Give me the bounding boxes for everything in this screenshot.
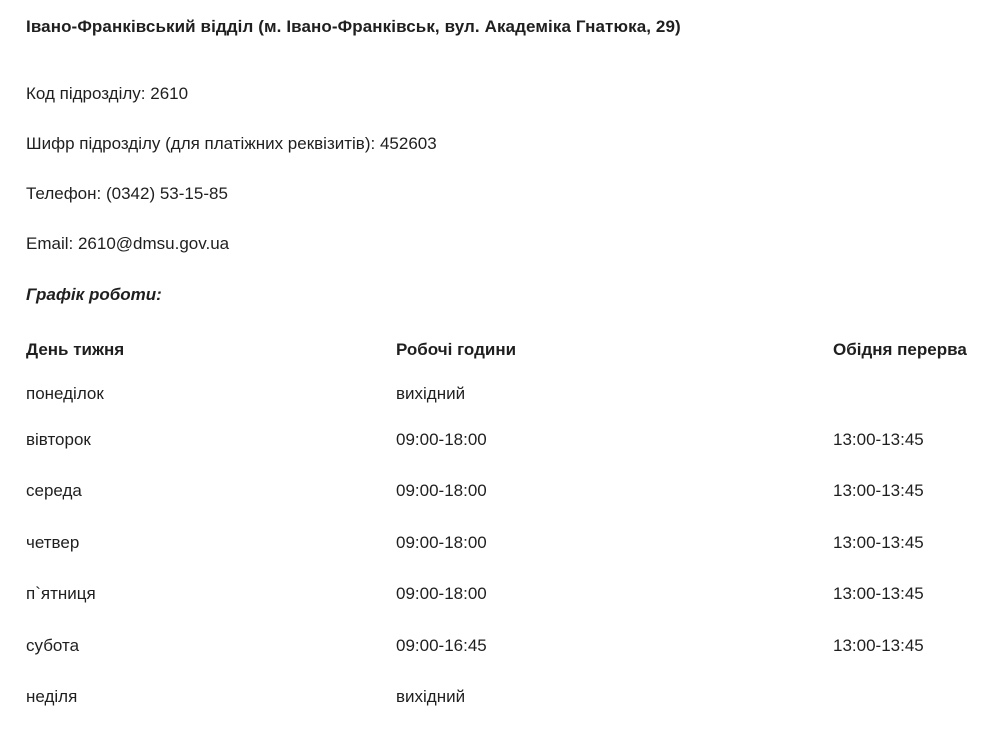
table-row	[26, 466, 986, 518]
table-row	[26, 672, 986, 724]
table-row	[26, 414, 986, 466]
schedule-table	[26, 326, 986, 723]
email-label: Email:	[26, 234, 74, 253]
lunch-cell: 13:00-13:45	[833, 584, 924, 604]
unit-code-line	[26, 84, 188, 104]
lunch-cell	[833, 374, 986, 414]
day-cell: субота	[26, 635, 80, 655]
lunch-cell: 13:00-13:45	[833, 481, 924, 501]
header-lunch: Обідня перерва	[833, 340, 967, 359]
day-cell: п`ятниця	[26, 584, 96, 604]
day-cell: четвер	[26, 532, 80, 552]
hours-cell: 09:00-18:00	[396, 429, 487, 449]
table-row	[26, 569, 986, 621]
phone-line	[26, 184, 228, 204]
table-row	[26, 620, 986, 672]
unit-cipher-line	[26, 134, 437, 154]
header-day: День тижня	[26, 340, 125, 359]
header-hours: Робочі години	[396, 340, 517, 359]
hours-cell: 09:00-18:00	[396, 532, 487, 552]
table-row	[26, 517, 986, 569]
office-title: Івано-Франківський відділ (м. Івано-Франківськ, вул. Академіка Гнатюка, 29)	[26, 17, 681, 36]
hours-cell: 09:00-18:00	[396, 481, 487, 501]
unit-code-label: Код підрозділу:	[26, 84, 146, 103]
table-row	[26, 374, 986, 414]
email-line	[26, 234, 229, 254]
lunch-cell: 13:00-13:45	[833, 532, 924, 552]
hours-cell: вихідний	[396, 384, 466, 403]
email-link[interactable]: 2610@dmsu.gov.ua	[77, 234, 230, 253]
day-cell: середа	[26, 481, 82, 501]
hours-cell: вихідний	[396, 687, 466, 707]
day-cell: неділя	[26, 687, 78, 707]
day-cell: понеділок	[26, 384, 104, 403]
phone-label: Телефон:	[26, 184, 102, 203]
day-cell: вівторок	[26, 429, 91, 449]
unit-cipher-label: Шифр підрозділу (для платіжних реквізитів):	[26, 134, 376, 153]
hours-cell: 09:00-16:45	[396, 635, 487, 655]
unit-cipher-value: 452603	[379, 134, 437, 153]
lunch-cell: 13:00-13:45	[833, 635, 924, 655]
hours-cell: 09:00-18:00	[396, 584, 487, 604]
phone-value[interactable]: (0342) 53-15-85	[105, 184, 228, 203]
lunch-cell	[833, 672, 986, 724]
schedule-heading: Графік роботи:	[26, 285, 162, 304]
unit-code-value: 2610	[150, 84, 189, 103]
lunch-cell: 13:00-13:45	[833, 429, 924, 449]
table-header-row	[26, 326, 986, 374]
